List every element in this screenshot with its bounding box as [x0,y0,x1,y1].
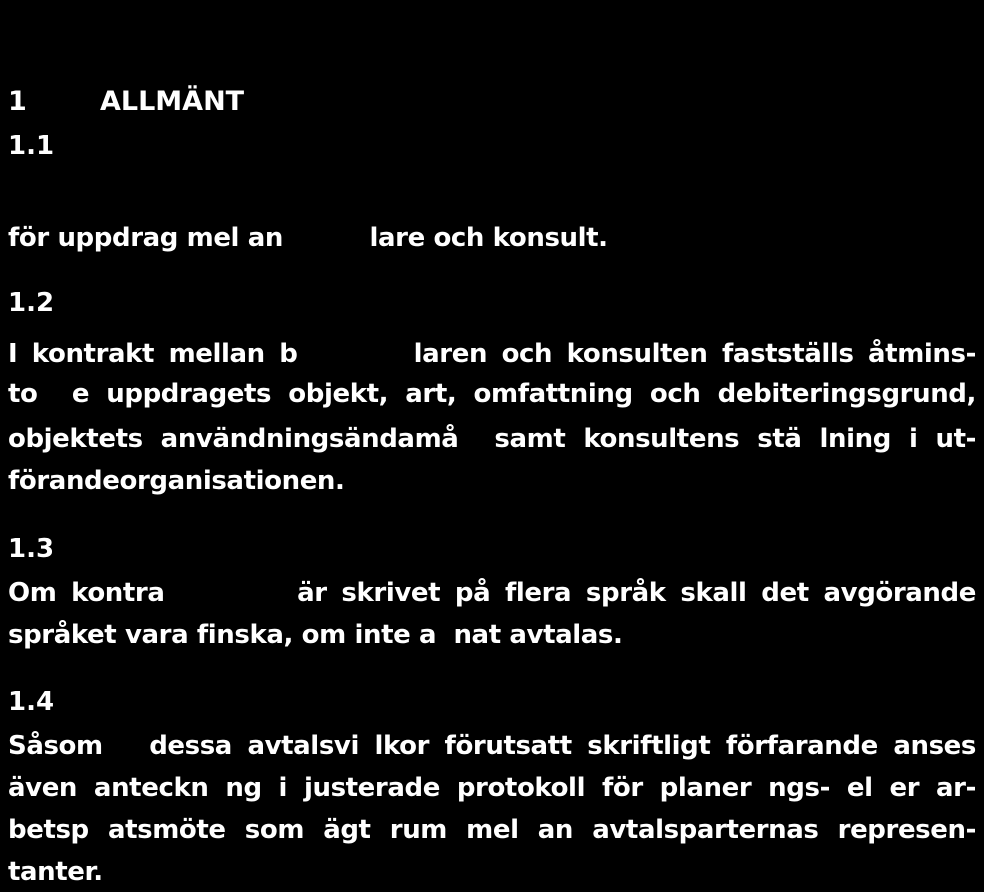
clause-1-2-line-2: to e uppdragets objekt, art, omfattning och debiteringsgrund, [8,379,976,409]
clause-number-1-2: 1.2 [8,288,55,318]
clause-1-2-line-4: förandeorganisationen. [8,466,345,496]
clause-number-1-3: 1.3 [8,534,55,564]
section-number: 1 [8,86,27,117]
clause-1-3-line-1: Om kontra är skrivet på flera språk skall det avgörande [8,578,976,608]
clause-1-4-line-1: Såsom dessa avtalsvi lkor förutsatt skriftligt förfarande anses [8,731,976,761]
clause-1-1-line-1: för uppdrag mel an lare och konsult. [8,223,608,253]
section-title: ALLMÄNT [100,86,245,117]
clause-1-4-line-4: tanter. [8,857,103,887]
clause-number-1-1: 1.1 [8,131,55,161]
clause-1-3-line-2: språket vara finska, om inte a nat avtalas. [8,620,623,650]
clause-1-2-line-1: I kontrakt mellan b laren och konsulten fastställs åtmins- [8,339,976,369]
clause-1-4-line-3: betsp atsmöte som ägt rum mel an avtalsparternas represen- [8,815,976,845]
document-page [8,0,978,892]
clause-number-1-4: 1.4 [8,687,55,717]
clause-1-2-line-3: objektets användningsändamå samt konsultens stä lning i ut- [8,424,976,454]
clause-1-4-line-2: även anteckn ng i justerade protokoll för planer ngs- el er ar- [8,773,976,803]
